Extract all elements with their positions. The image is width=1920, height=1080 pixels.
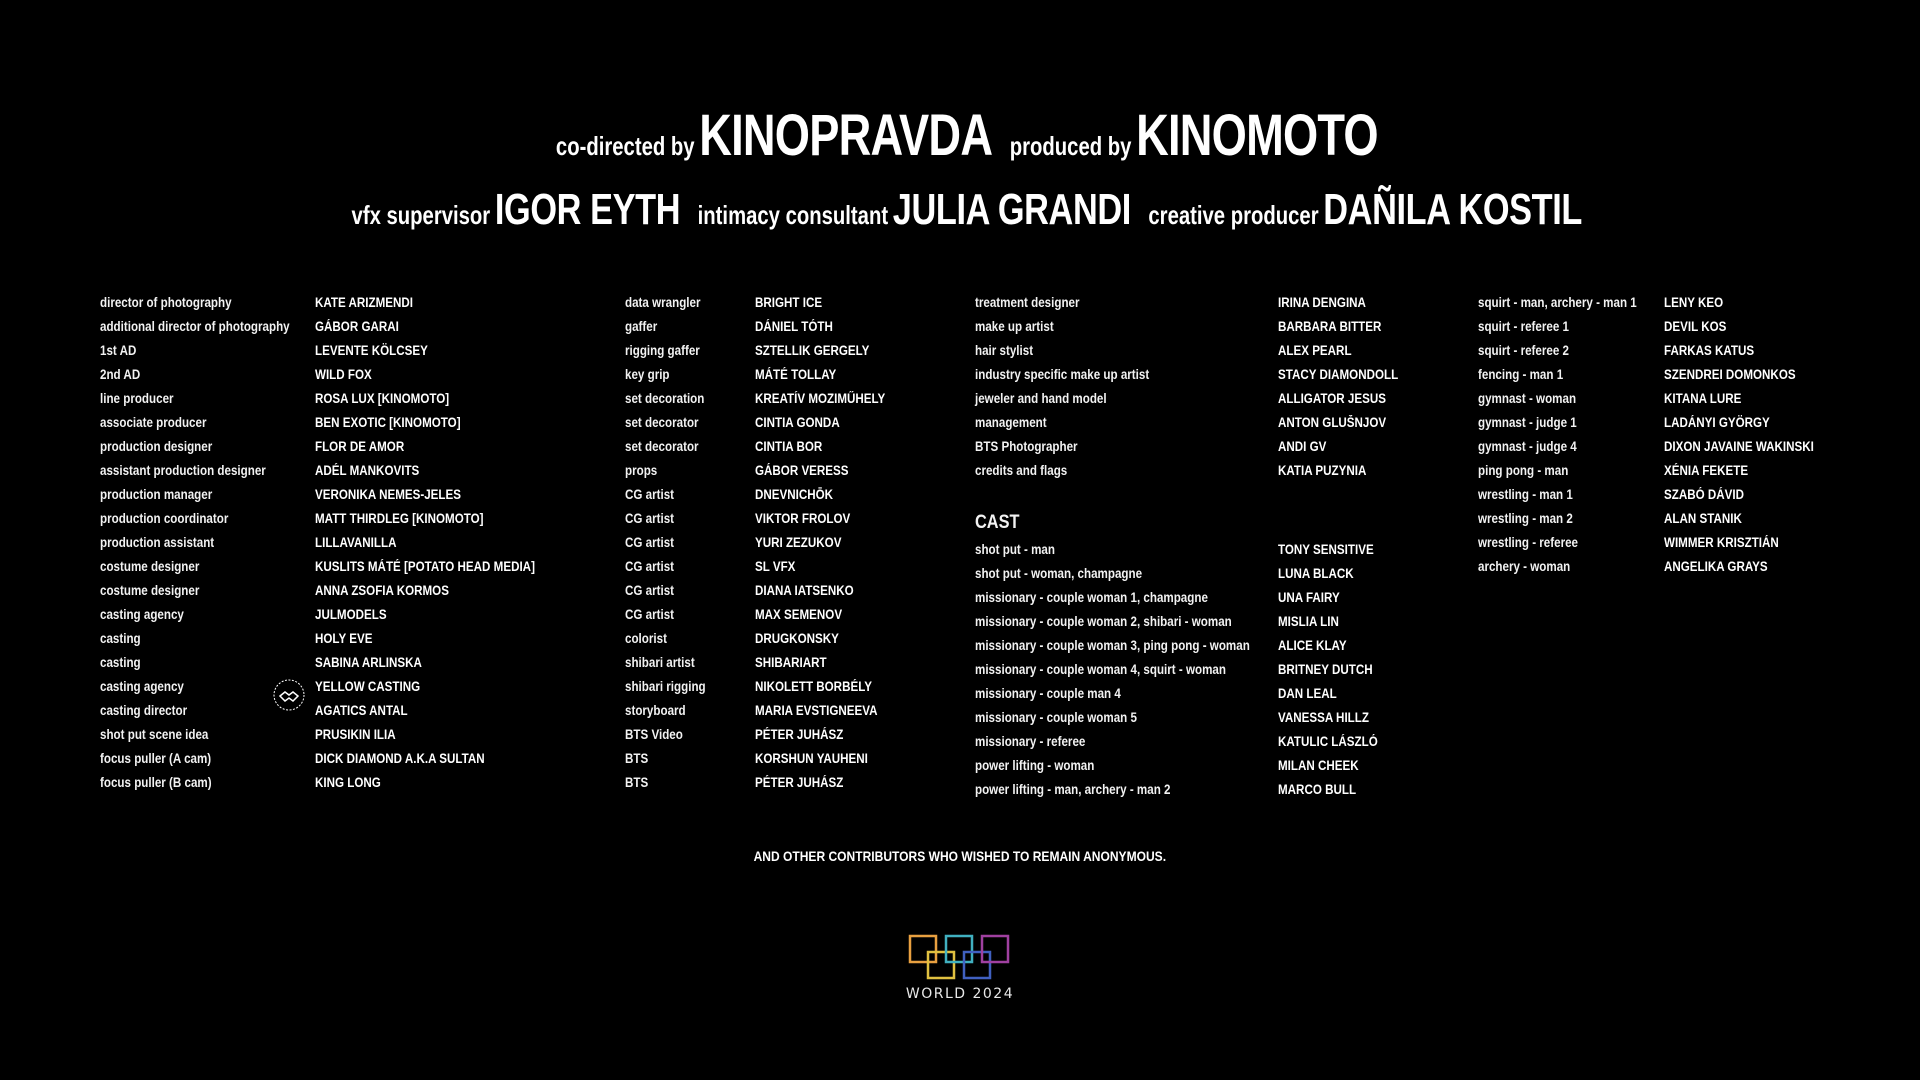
header-label: co-directed by: [556, 131, 695, 161]
credit-entry: JULMODELS: [315, 607, 387, 622]
credit-entry: associate producer: [100, 415, 207, 430]
credit-entry: CG artist: [625, 535, 675, 550]
credit-entry: jeweler and hand model: [975, 391, 1107, 406]
credit-entry: BTS Photographer: [975, 439, 1078, 454]
credit-entry: FLOR DE AMOR: [315, 439, 405, 454]
credit-entry: KATULIC LÁSZLÓ: [1278, 734, 1378, 749]
credit-entry: shibari rigging: [625, 679, 706, 694]
credit-entry: archery - woman: [1478, 559, 1571, 574]
credit-entry: ANGELIKA GRAYS: [1664, 559, 1768, 574]
anonymous-contributors-note: AND OTHER CONTRIBUTORS WHO WISHED TO REMAIN ANONYMOUS.: [753, 848, 1167, 864]
credit-entry: PÉTER JUHÁSZ: [755, 775, 844, 790]
header-line-2: [0, 185, 1920, 235]
credit-entry: credits and flags: [975, 463, 1068, 478]
credit-entry: UNA FAIRY: [1278, 590, 1340, 605]
credits-block2-roles: [625, 291, 719, 795]
credit-entry: missionary - couple woman 5: [975, 710, 1137, 725]
credit-entry: CG artist: [625, 511, 675, 526]
credit-entry: squirt - referee 1: [1478, 319, 1569, 334]
credit-entry: 2nd AD: [100, 367, 141, 382]
credit-entry: ALEX PEARL: [1278, 343, 1352, 358]
credits-block3-names: [1278, 291, 1418, 802]
credit-entry: ALICE KLAY: [1278, 638, 1347, 653]
credit-entry: BTS: [625, 775, 649, 790]
credits-block1-names: [315, 291, 571, 795]
credit-entry: ALAN STANIK: [1664, 511, 1742, 526]
credit-entry: industry specific make up artist: [975, 367, 1150, 382]
credit-entry: production manager: [100, 487, 213, 502]
credit-entry: SZENDREI DOMONKOS: [1664, 367, 1796, 382]
credit-entry: CINTIA BOR: [755, 439, 823, 454]
credit-entry: ANNA ZSOFIA KORMOS: [315, 583, 449, 598]
credit-entry: make up artist: [975, 319, 1054, 334]
credit-entry: DÁNIEL TÓTH: [755, 319, 833, 334]
credit-entry: TONY SENSITIVE: [1278, 542, 1374, 557]
credit-entry: ROSA LUX [KINOMOTO]: [315, 391, 450, 406]
credit-entry: wrestling - referee: [1478, 535, 1579, 550]
credit-entry: BEN EXOTIC [KINOMOTO]: [315, 415, 461, 430]
credit-entry: VANESSA HILLZ: [1278, 710, 1369, 725]
credit-entry: KITANA LURE: [1664, 391, 1742, 406]
header-name: IGOR EYTH: [495, 185, 681, 234]
credits-block3-roles: [975, 291, 1295, 802]
credit-entry: LEVENTE KÖLCSEY: [315, 343, 428, 358]
header-label: intimacy consultant: [697, 200, 889, 230]
credit-entry: missionary - couple woman 4, squirt - woman: [975, 662, 1226, 677]
credit-entry: NIKOLETT BORBÉLY: [755, 679, 872, 694]
credit-entry: storyboard: [625, 703, 686, 718]
credit-entry: treatment designer: [975, 295, 1080, 310]
credit-entry: BTS: [625, 751, 649, 766]
credit-entry: squirt - man, archery - man 1: [1478, 295, 1637, 310]
credit-entry: STACY DIAMONDOLL: [1278, 367, 1399, 382]
credit-entry: XÉNIA FEKETE: [1664, 463, 1749, 478]
credit-entry: ANTON GLUŠNJOV: [1278, 415, 1387, 430]
credit-entry: VIKTOR FROLOV: [755, 511, 851, 526]
credit-entry: CINTIA GONDA: [755, 415, 840, 430]
credit-entry: ANDI GV: [1278, 439, 1327, 454]
credit-entry: set decorator: [625, 415, 699, 430]
credit-entry: production designer: [100, 439, 213, 454]
credit-entry: MISLIA LIN: [1278, 614, 1339, 629]
credit-entry: KORSHUN YAUHENI: [755, 751, 868, 766]
credit-entry: YELLOW CASTING: [315, 679, 421, 694]
credit-entry: MILAN CHEEK: [1278, 758, 1359, 773]
credit-entry: shot put - woman, champagne: [975, 566, 1143, 581]
credit-entry: ALLIGATOR JESUS: [1278, 391, 1386, 406]
world-2024-label: WORLD 2024: [905, 986, 1015, 1002]
credit-entry: MAX SEMENOV: [755, 607, 843, 622]
credit-entry: DRUGKONSKY: [755, 631, 839, 646]
credit-entry: CG artist: [625, 607, 675, 622]
credit-entry: shot put scene idea: [100, 727, 209, 742]
credit-entry: DIANA IATSENKO: [755, 583, 854, 598]
credit-entry: ADÉL MANKOVITS: [315, 463, 420, 478]
credit-entry: casting director: [100, 703, 188, 718]
credit-entry: missionary - couple woman 2, shibari - woman: [975, 614, 1232, 629]
credits-block1-roles: [100, 291, 321, 795]
credit-entry: fencing - man 1: [1478, 367, 1564, 382]
credit-entry: KUSLITS MÁTÉ [POTATO HEAD MEDIA]: [315, 559, 535, 574]
header-name: KINOPRAVDA: [699, 103, 993, 168]
header-label: vfx supervisor: [351, 200, 491, 230]
credit-entry: power lifting - woman: [975, 758, 1095, 773]
credit-entry: assistant production designer: [100, 463, 266, 478]
credit-entry: HOLY EVE: [315, 631, 373, 646]
credit-entry: DICK DIAMOND A.K.A SULTAN: [315, 751, 485, 766]
credit-entry: BRITNEY DUTCH: [1278, 662, 1373, 677]
credit-entry: casting agency: [100, 607, 184, 622]
credit-entry: GÁBOR GARAI: [315, 319, 399, 334]
credit-entry: CG artist: [625, 487, 675, 502]
credit-entry: missionary - couple man 4: [975, 686, 1121, 701]
credit-entry: VERONIKA NEMES-JELES: [315, 487, 462, 502]
credits-block2-names: [755, 291, 907, 795]
credit-entry: set decorator: [625, 439, 699, 454]
credit-entry: key grip: [625, 367, 670, 382]
credit-entry: costume designer: [100, 583, 200, 598]
credit-entry: casting: [100, 655, 141, 670]
credit-entry: KATIA PUZYNIA: [1278, 463, 1367, 478]
credit-entry: BARBARA BITTER: [1278, 319, 1382, 334]
credit-entry: DEVIL KOS: [1664, 319, 1727, 334]
header-label: produced by: [1009, 131, 1132, 161]
credit-entry: MARCO BULL: [1278, 782, 1357, 797]
credit-entry: set decoration: [625, 391, 705, 406]
credit-entry: DIXON JAVAINE WAKINSKI: [1664, 439, 1814, 454]
credit-entry: production assistant: [100, 535, 215, 550]
header-name: JULIA GRANDI: [893, 185, 1132, 234]
credit-entry: gaffer: [625, 319, 658, 334]
credit-entry: LILLAVANILLA: [315, 535, 397, 550]
credit-entry: focus puller (B cam): [100, 775, 212, 790]
credit-entry: CG artist: [625, 583, 675, 598]
credit-entry: rigging gaffer: [625, 343, 700, 358]
credit-entry: wrestling - man 2: [1478, 511, 1573, 526]
credit-entry: KREATÍV MOZIMŰHELY: [755, 391, 886, 406]
credit-entry: SHIBARIART: [755, 655, 827, 670]
credit-entry: IRINA DENGINA: [1278, 295, 1366, 310]
credit-entry: WIMMER KRISZTIÁN: [1664, 535, 1779, 550]
credit-entry: shot put - man: [975, 542, 1055, 557]
header-name: KINOMOTO: [1136, 103, 1378, 168]
credit-entry: PRUSIKIN ILIA: [315, 727, 396, 742]
credit-entry: SZTELLIK GERGELY: [755, 343, 870, 358]
credit-entry: PÉTER JUHÁSZ: [755, 727, 844, 742]
credit-entry: props: [625, 463, 658, 478]
credit-entry: casting: [100, 631, 141, 646]
credit-entry: production coordinator: [100, 511, 229, 526]
credit-entry: LUNA BLACK: [1278, 566, 1354, 581]
credit-entry: BTS Video: [625, 727, 683, 742]
credit-entry: SL VFX: [755, 559, 796, 574]
credits-block4-names: [1664, 291, 1838, 579]
credit-entry: KING LONG: [315, 775, 381, 790]
credit-entry: WILD FOX: [315, 367, 372, 382]
credit-entry: gymnast - woman: [1478, 391, 1577, 406]
credit-entry: KATE ARIZMENDI: [315, 295, 414, 310]
credit-entry: FARKAS KATUS: [1664, 343, 1755, 358]
credit-entry: SABINA ARLINSKA: [315, 655, 422, 670]
credit-entry: DAN LEAL: [1278, 686, 1337, 701]
credit-entry: casting agency: [100, 679, 184, 694]
credits-block4-roles: [1478, 291, 1663, 579]
credit-entry: squirt - referee 2: [1478, 343, 1569, 358]
credit-entry: ping pong - man: [1478, 463, 1569, 478]
credit-entry: YURI ZEZUKOV: [755, 535, 842, 550]
credit-entry: LENY KEO: [1664, 295, 1724, 310]
credit-entry: SZABÓ DÁVID: [1664, 487, 1744, 502]
credit-entry: GÁBOR VERESS: [755, 463, 849, 478]
cast-heading: CAST: [975, 512, 1020, 533]
credit-entry: power lifting - man, archery - man 2: [975, 782, 1171, 797]
credit-entry: LADÁNYI GYÖRGY: [1664, 415, 1770, 430]
credit-entry: AGATICS ANTAL: [315, 703, 408, 718]
credit-entry: wrestling - man 1: [1478, 487, 1573, 502]
credit-entry: management: [975, 415, 1047, 430]
header-label: creative producer: [1148, 200, 1319, 230]
credit-entry: missionary - referee: [975, 734, 1086, 749]
credit-entry: gymnast - judge 4: [1478, 439, 1577, 454]
credit-entry: gymnast - judge 1: [1478, 415, 1577, 430]
credit-entry: MÁTÉ TOLLAY: [755, 367, 837, 382]
credit-entry: MARIA EVSTIGNEEVA: [755, 703, 878, 718]
credit-entry: colorist: [625, 631, 667, 646]
header-name: DAÑILA KOSTIL: [1323, 185, 1583, 234]
credit-entry: missionary - couple woman 1, champagne: [975, 590, 1208, 605]
credit-entry: DNEVNICHŌK: [755, 487, 834, 502]
header-line-1: [0, 102, 1920, 169]
credit-entry: 1st AD: [100, 343, 137, 358]
credit-entry: line producer: [100, 391, 174, 406]
credit-entry: hair stylist: [975, 343, 1034, 358]
credit-entry: data wrangler: [625, 295, 701, 310]
credit-entry: shibari artist: [625, 655, 695, 670]
credit-entry: director of photography: [100, 295, 232, 310]
yellow-casting-logo-icon: [272, 678, 306, 712]
credit-entry: costume designer: [100, 559, 200, 574]
credit-entry: focus puller (A cam): [100, 751, 212, 766]
credit-entry: additional director of photography: [100, 319, 290, 334]
credit-entry: BRIGHT ICE: [755, 295, 823, 310]
credit-entry: MATT THIRDLEG [KINOMOTO]: [315, 511, 484, 526]
credit-entry: CG artist: [625, 559, 675, 574]
credit-entry: missionary - couple woman 3, ping pong - woman: [975, 638, 1250, 653]
